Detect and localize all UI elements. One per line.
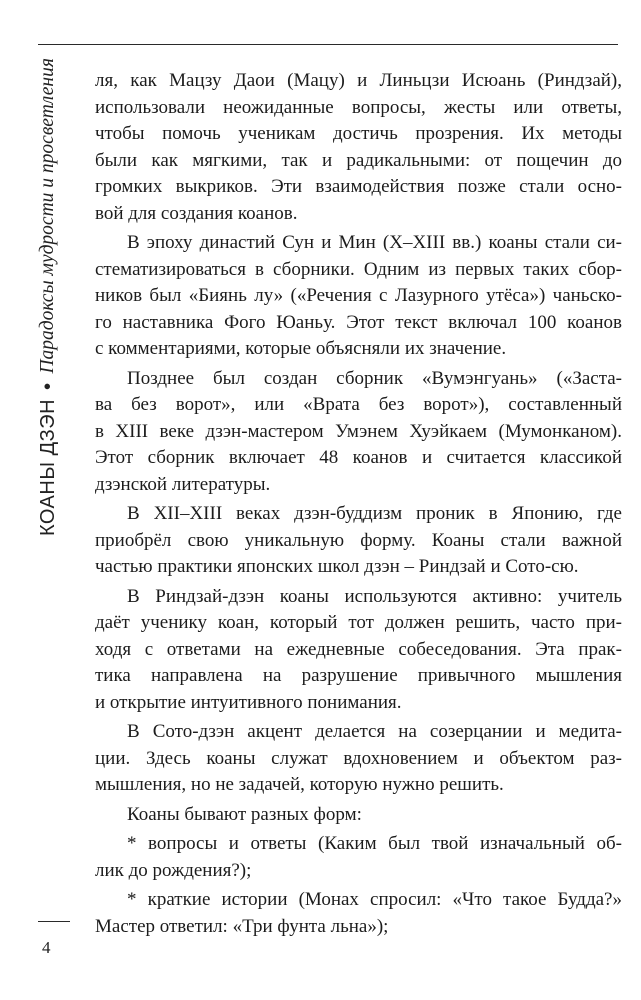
header-separator: • bbox=[36, 382, 59, 390]
bottom-rule bbox=[38, 921, 70, 922]
text-line: частью практики японских школ дзэн – Риндзай и Сото-сю. bbox=[95, 556, 579, 577]
text-line: ции. Здесь коаны служат вдохновением и объектом раз- bbox=[95, 747, 622, 769]
body-text bbox=[95, 68, 622, 940]
text-line: Мастер ответил: «Три фунта льна»); bbox=[95, 915, 389, 937]
text-line: с комментариями, которые объясняли их значение. bbox=[95, 338, 507, 359]
text-line: приобрёл свою уникальную форму. Коаны стали важной bbox=[95, 529, 622, 551]
running-head bbox=[36, 58, 76, 918]
text-line: В эпоху династий Сун и Мин (X–XIII вв.) коаны стали си- bbox=[127, 232, 622, 253]
book-title: КОАНЫ ДЗЭН bbox=[37, 398, 59, 536]
text-line: даёт ученику коан, который тот должен решить, часто при- bbox=[95, 612, 622, 633]
text-line: Коаны бывают разных форм: bbox=[127, 803, 362, 825]
text-line: Позднее был создан сборник «Вумэнгуань» («Заста- bbox=[127, 367, 622, 389]
text-line: ходя с ответами на ежедневные собеседования. Эта прак- bbox=[95, 638, 622, 660]
text-line: громких выкриков. Эти взаимодействия позже стали осно- bbox=[95, 176, 622, 197]
text-line: дзэнской литературы. bbox=[95, 473, 271, 495]
text-line: стематизироваться в сборники. Одним из первых таких сбор- bbox=[95, 258, 622, 280]
text-line: были как мягкими, так и радикальными: от пощечин до bbox=[95, 149, 622, 171]
top-rule bbox=[38, 44, 618, 45]
text-line: использовали неожиданные вопросы, жесты или ответы, bbox=[95, 96, 622, 118]
text-line: В XII–XIII веках дзэн-буддизм проник в Японию, где bbox=[127, 503, 622, 524]
text-line: чтобы помочь ученикам достичь прозрения. Их методы bbox=[95, 123, 622, 144]
text-line: Этот сборник включает 48 коанов и считается классикой bbox=[95, 447, 622, 468]
text-line: В Риндзай-дзэн коаны используются активно: учитель bbox=[127, 585, 622, 607]
text-line: ва без ворот», или «Врата без ворот»), составленный bbox=[95, 394, 622, 415]
text-line: и открытие интуитивного понимания. bbox=[95, 691, 402, 713]
page-number: 4 bbox=[42, 938, 51, 957]
text-line: мышления, но не задачей, которую нужно решить. bbox=[95, 774, 504, 795]
text-line: вой для создания коанов. bbox=[95, 202, 298, 224]
text-line: тика направлена на разрушение привычного мышления bbox=[95, 665, 622, 686]
book-subtitle: Парадоксы мудрости и просветления bbox=[37, 58, 58, 374]
text-line: ников был «Биянь лу» («Речения с Лазурного утёса») чаньско- bbox=[95, 285, 622, 306]
text-line: В Сото-дзэн акцент делается на созерцании и медита- bbox=[127, 721, 622, 742]
text-line: в XIII веке дзэн-мастером Умэнем Хуэйкаем (Мумонканом). bbox=[95, 420, 622, 442]
text-line: ля, как Мацзу Даои (Мацу) и Линьцзи Исюань (Риндзай), bbox=[95, 70, 622, 91]
text-line: го наставника Фого Юаньу. Этот текст включал 100 коанов bbox=[95, 311, 622, 333]
text-line: * краткие истории (Монах спросил: «Что такое Будда?» bbox=[127, 889, 622, 910]
text-line: * вопросы и ответы (Каким был твой изначальный об- bbox=[127, 833, 622, 854]
text-line: лик до рождения?); bbox=[95, 859, 252, 881]
